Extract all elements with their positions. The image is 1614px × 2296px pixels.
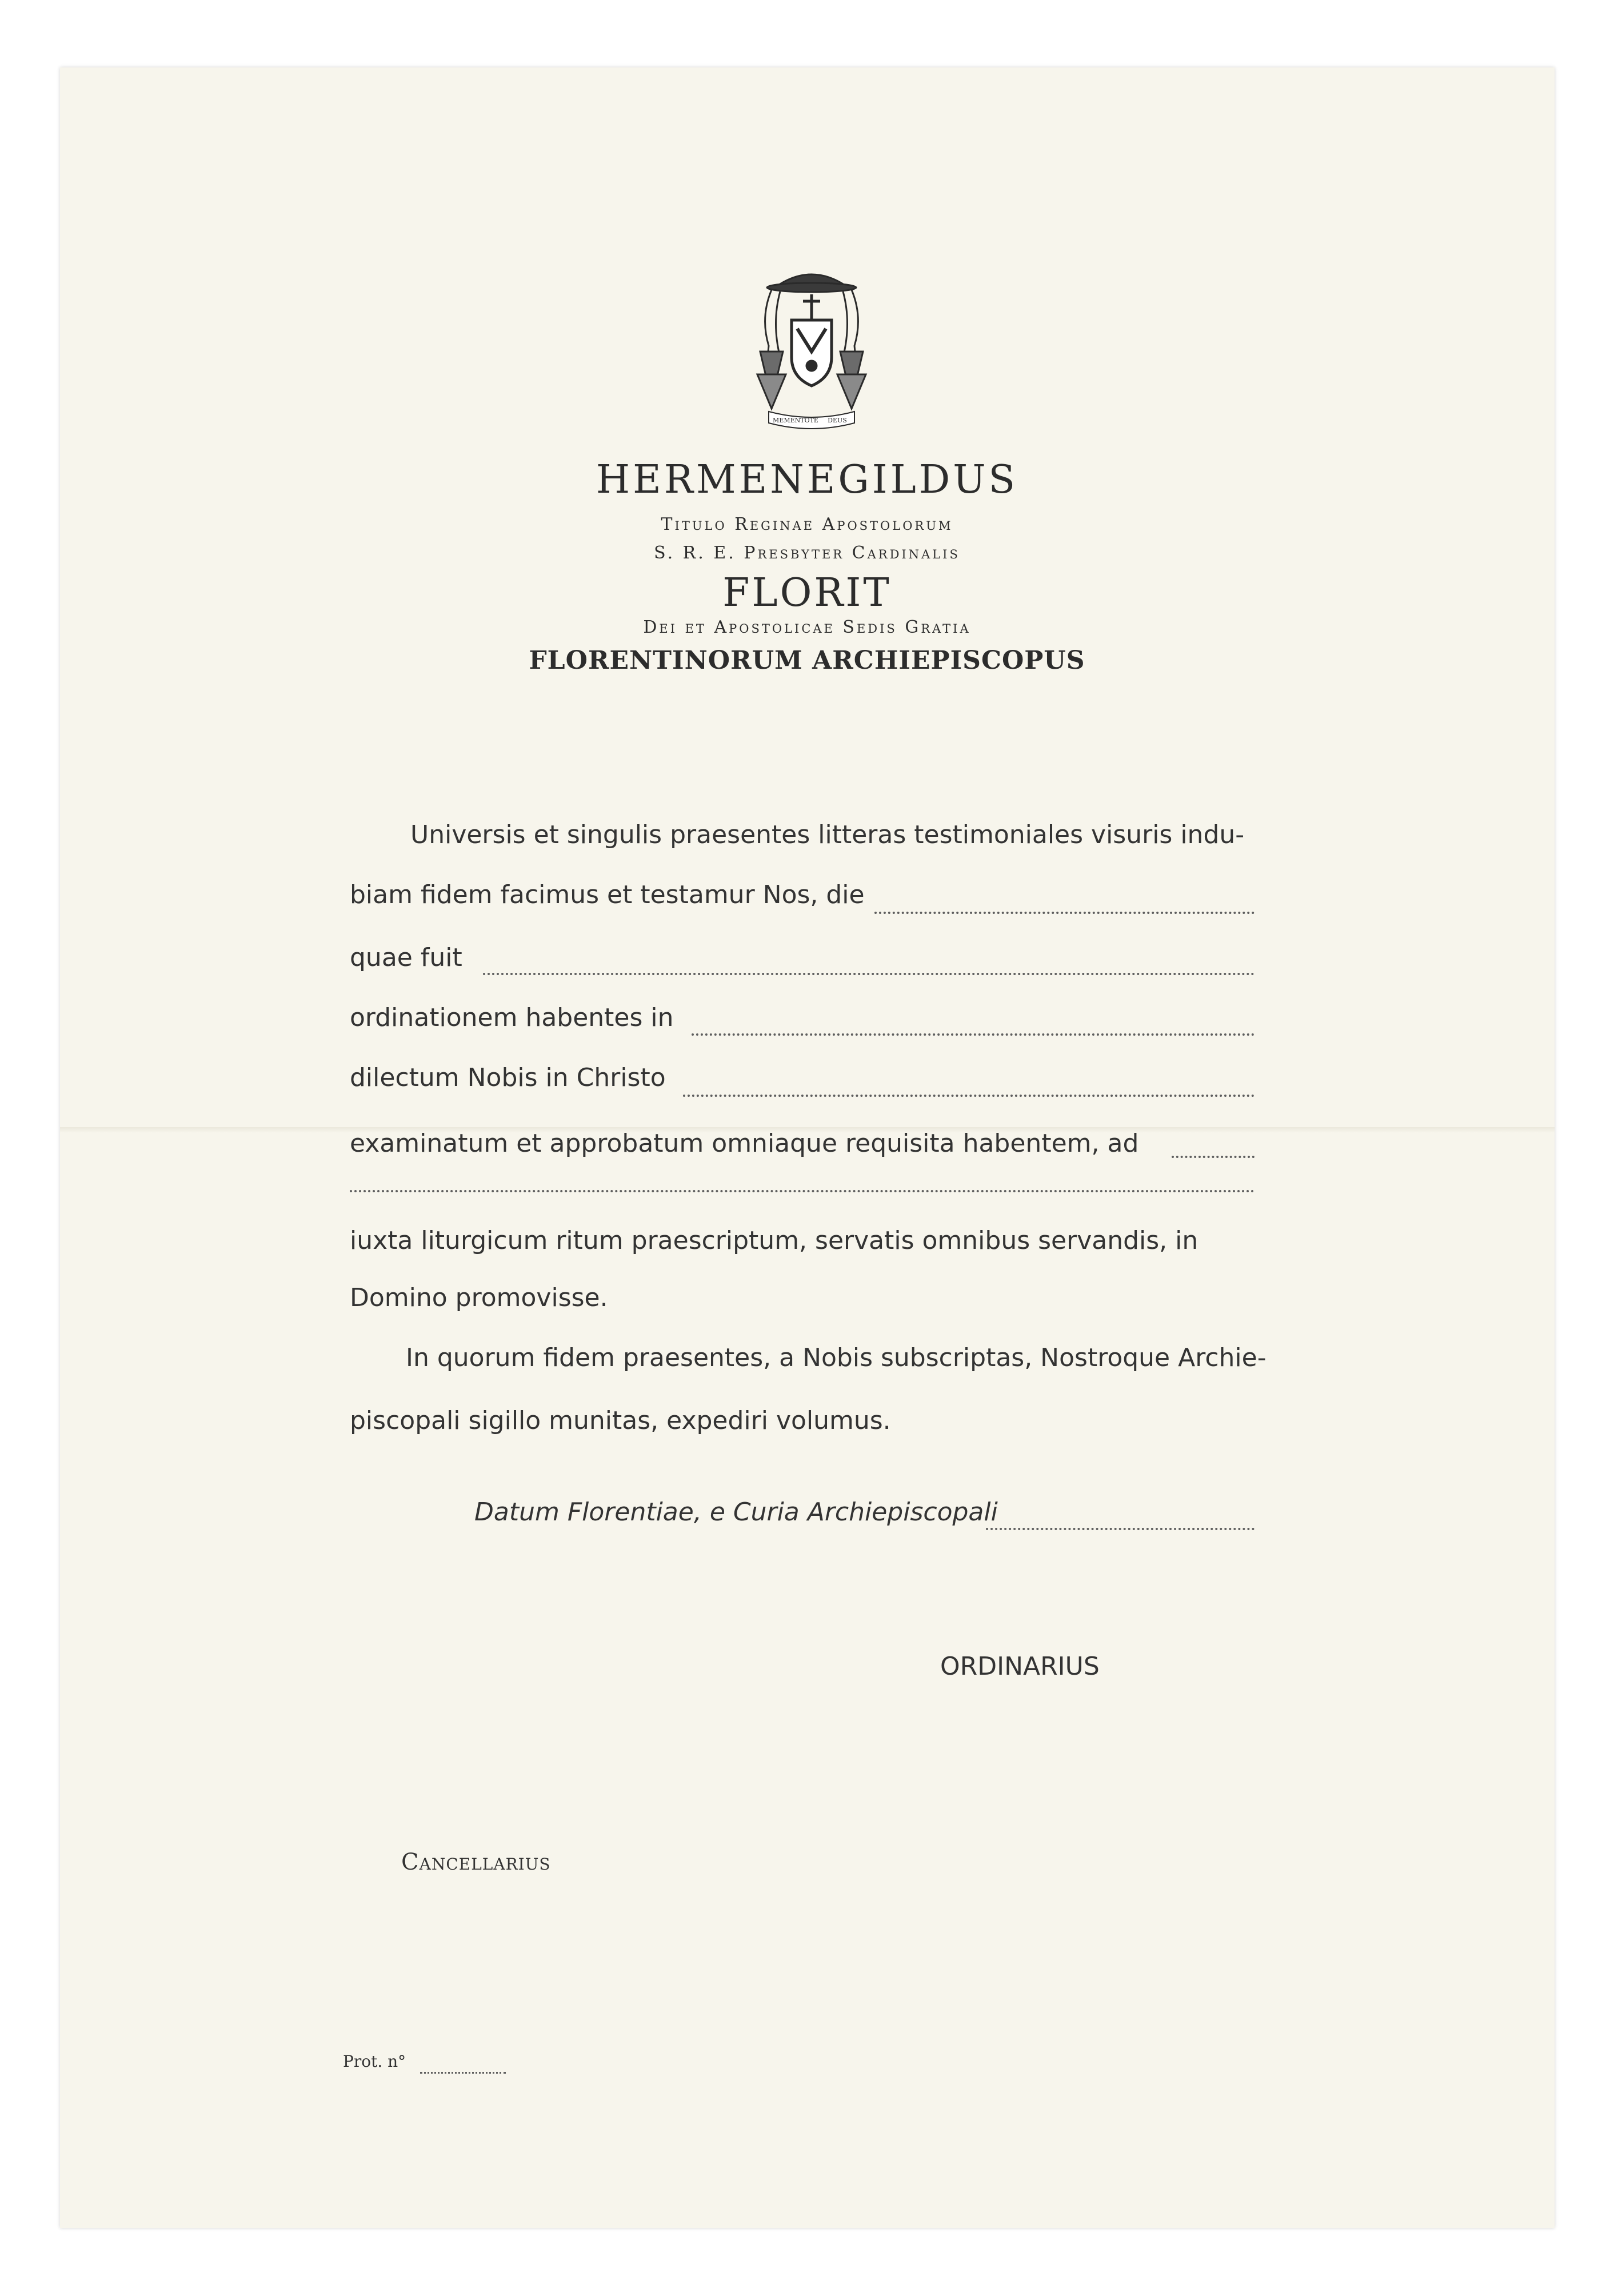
title-line-2: S. R. E. Presbyter Cardinalis — [654, 543, 960, 563]
datum-blank — [986, 1528, 1255, 1530]
ordination-blank — [692, 1033, 1255, 1036]
body-line-6: examinatum et approbatum omniaque requisita habentem, ad — [350, 1129, 1139, 1158]
archbishop-line: FLORENTINORUM ARCHIEPISCOPUS — [529, 646, 1085, 675]
ad-blank-continued — [350, 1190, 1255, 1192]
grace-line: Dei et Apostolicae Sedis Gratia — [643, 617, 971, 637]
cardinal-name: HERMENEGILDUS — [596, 457, 1018, 502]
body-line-4: ordinationem habentes in — [350, 1003, 674, 1032]
date-blank — [874, 912, 1255, 914]
christo-blank — [683, 1095, 1255, 1097]
body-line-7: iuxta liturgicum ritum praescriptum, servatis omnibus servandis, in — [350, 1226, 1198, 1255]
title-line-1: Titulo Reginae Apostolorum — [661, 514, 953, 534]
coat-of-arms-icon — [754, 266, 869, 432]
body-line-2: biam fidem facimus et testamur Nos, die — [350, 880, 865, 909]
body-line-1: Universis et singulis praesentes litteras testimoniales visuris indu- — [410, 820, 1245, 849]
crest-motto-right: DEUS — [828, 417, 847, 424]
body-line-8: Domino promovisse. — [350, 1283, 608, 1312]
datum-line: Datum Florentiae, e Curia Archiepiscopali — [474, 1498, 998, 1527]
body-line-9: In quorum fidem praesentes, a Nobis subscriptas, Nostroque Archie- — [406, 1343, 1267, 1372]
body-line-10: piscopali sigillo munitas, expediri volumus. — [350, 1406, 891, 1435]
cancellarius-label: Cancellarius — [401, 1849, 551, 1875]
body-line-5: dilectum Nobis in Christo — [350, 1063, 666, 1092]
protocol-number-blank — [420, 2072, 506, 2074]
ordinarius-label: ORDINARIUS — [940, 1652, 1100, 1681]
cardinal-surname: FLORIT — [722, 570, 892, 616]
quae-fuit-blank — [483, 973, 1255, 975]
protocol-number-label: Prot. n° — [343, 2052, 406, 2071]
ad-blank — [1172, 1156, 1255, 1158]
crest-motto-left: MEMENTOTE — [773, 417, 818, 424]
body-line-3: quae fuit — [350, 943, 462, 972]
